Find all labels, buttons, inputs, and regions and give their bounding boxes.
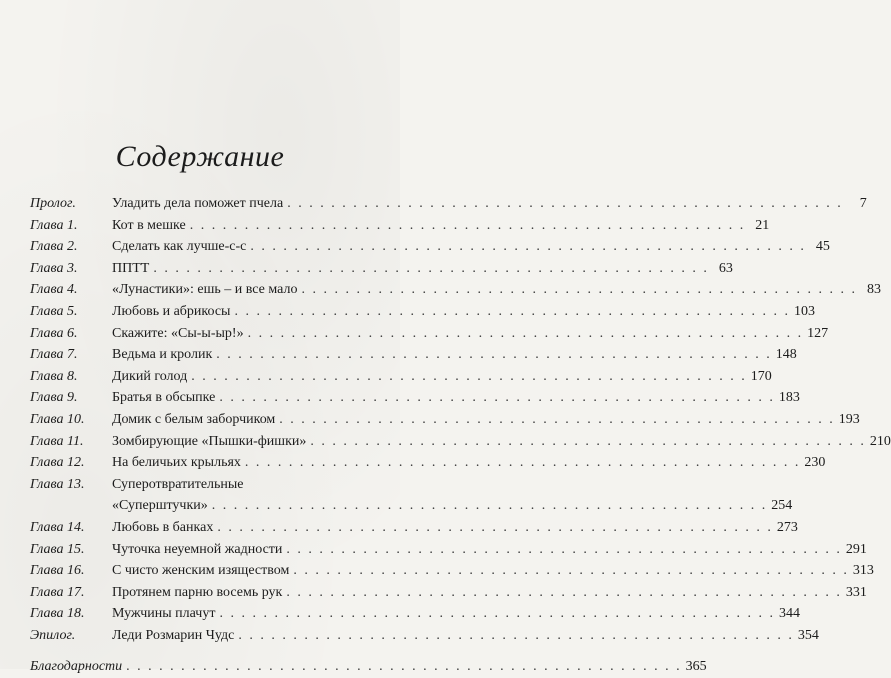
chapter-title: Суперотвратительные: [112, 476, 244, 492]
chapter-label: [30, 258, 112, 280]
chapter-number: 8.: [66, 368, 78, 384]
leader-dots: . . . . . . . . . . . . . . . . . . . . . . . . . . . . . . . . . . . . . . . . . . . . . . . . . . .: [191, 368, 747, 384]
chapter-number: 1.: [66, 217, 78, 233]
toc-entry: [30, 474, 374, 496]
chapter-label: [30, 409, 112, 431]
chapter-label: [30, 452, 112, 474]
leader-dots: . . . . . . . . . . . . . . . . . . . . . . . . . . . . . . . . . . . . . . . . . . . . . . . . . . .: [286, 541, 842, 557]
chapter-label-word: Глава: [30, 303, 64, 319]
page-number: 148: [775, 347, 797, 363]
leader-dots: . . . . . . . . . . . . . . . . . . . . . . . . . . . . . . . . . . . . . . . . . . . . . . . . . . .: [279, 411, 835, 427]
chapter-title: Сделать как лучше-с-с: [112, 239, 247, 255]
chapter-label: [30, 366, 112, 388]
chapter-title: Мужчины плачут: [112, 606, 216, 622]
chapter-label-word: Глава: [30, 455, 64, 471]
chapter-title: «Лунастики»: ешь – и все мало: [112, 282, 298, 298]
chapter-label-word: Глава: [30, 347, 64, 363]
chapter-label: [30, 236, 112, 258]
chapter-number: 16.: [66, 563, 85, 579]
leader-dots: . . . . . . . . . . . . . . . . . . . . . . . . . . . . . . . . . . . . . . . . . . . . . . . . . . .: [217, 519, 773, 535]
page-number: 45: [815, 239, 830, 255]
chapter-label-word: Глава: [30, 541, 64, 557]
chapter-label: [30, 344, 112, 366]
chapter-label-word: Глава: [30, 411, 64, 427]
toc-entry: [30, 344, 797, 366]
chapter-label-word: Глава: [30, 433, 64, 449]
page-number: 7: [859, 196, 867, 211]
toc-entry: [30, 409, 860, 431]
chapter-number: 14.: [66, 519, 85, 535]
page-number: 210: [869, 433, 891, 449]
chapter-title: Дикий голод: [112, 368, 188, 384]
page-number: 83: [866, 282, 881, 298]
chapter-label-word: Глава: [30, 282, 64, 298]
page-number: 354: [797, 627, 819, 643]
chapter-number: 10.: [66, 411, 85, 427]
toc-entry: [30, 582, 867, 604]
toc-entry: [30, 452, 826, 474]
toc-entry: [30, 301, 815, 323]
chapter-number: 5.: [66, 303, 78, 319]
chapter-label-word: Глава: [30, 325, 64, 341]
chapter-number: 17.: [66, 584, 85, 600]
chapter-label-word: Глава: [30, 217, 64, 233]
toc-entry-continuation: [30, 495, 793, 517]
chapter-label: [30, 193, 112, 215]
chapter-title: Леди Розмарин Чудс: [112, 627, 235, 643]
chapter-label: [30, 323, 112, 345]
chapter-title: Любовь и абрикосы: [112, 303, 231, 319]
chapter-label-word: Глава: [30, 606, 64, 622]
chapter-title: На беличьих крыльях: [112, 455, 241, 471]
toc-entry: [30, 279, 881, 301]
leader-dots: . . . . . . . . . . . . . . . . . . . . . . . . . . . . . . . . . . . . . . . . . . . . . . . . . . .: [293, 563, 849, 579]
toc-entry: [30, 517, 798, 539]
page-number: 291: [845, 541, 867, 557]
chapter-number: 7.: [66, 347, 78, 363]
chapter-title: Кот в мешке: [112, 217, 186, 233]
chapter-label: [30, 387, 112, 409]
chapter-label-word: Глава: [30, 563, 64, 579]
chapter-label-word: Пролог.: [30, 196, 76, 211]
page-number: 313: [852, 563, 874, 579]
leader-dots: . . . . . . . . . . . . . . . . . . . . . . . . . . . . . . . . . . . . . . . . . . . . . . . . . . .: [310, 433, 866, 449]
chapter-number: 12.: [66, 455, 85, 471]
chapter-number: 4.: [66, 282, 78, 298]
chapter-label: [30, 517, 112, 539]
leader-dots: . . . . . . . . . . . . . . . . . . . . . . . . . . . . . . . . . . . . . . . . . . . . . . . . . . .: [234, 303, 790, 319]
leader-dots: . . . . . . . . . . . . . . . . . . . . . . . . . . . . . . . . . . . . . . . . . . . . . . . . . . .: [219, 390, 775, 406]
page-number: 273: [776, 519, 798, 535]
toc-entry-thanks: [30, 656, 707, 678]
chapter-label: [30, 431, 112, 453]
leader-dots: . . . . . . . . . . . . . . . . . . . . . . . . . . . . . . . . . . . . . . . . . . . . . . . . . . .: [153, 260, 709, 276]
chapter-label: [30, 582, 112, 604]
leader-dots: . . . . . . . . . . . . . . . . . . . . . . . . . . . . . . . . . . . . . . . . . . . . . . . . . . .: [250, 239, 806, 255]
leader-dots: . . . . . . . . . . . . . . . . . . . . . . . . . . . . . . . . . . . . . . . . . . . . . . . . . . .: [126, 659, 682, 675]
chapter-title: Любовь в банках: [112, 519, 214, 535]
toc-entry: [30, 258, 733, 280]
chapter-title: Ведьма и кролик: [112, 347, 213, 363]
chapter-title: Домик с белым заборчиком: [112, 411, 276, 427]
chapter-label: [30, 539, 112, 561]
chapter-label-word: Глава: [30, 584, 64, 600]
leader-dots: . . . . . . . . . . . . . . . . . . . . . . . . . . . . . . . . . . . . . . . . . . . . . . . . . . .: [216, 347, 772, 363]
toc-entry: [30, 539, 867, 561]
leader-dots: . . . . . . . . . . . . . . . . . . . . . . . . . . . . . . . . . . . . . . . . . . . . . . . . . . .: [189, 217, 746, 233]
chapter-label: [30, 215, 112, 237]
leader-dots: . . . . . . . . . . . . . . . . . . . . . . . . . . . . . . . . . . . . . . . . . . . . . . . . . . .: [211, 498, 768, 514]
table-of-contents: [30, 193, 891, 678]
chapter-title-line2: «Суперштучки»: [112, 498, 208, 514]
toc-entry: [30, 215, 770, 237]
chapter-label: [30, 474, 112, 496]
toc-entry: [30, 431, 891, 453]
page-number: 127: [807, 325, 829, 341]
chapter-label-word: Глава: [30, 239, 64, 255]
leader-dots: . . . . . . . . . . . . . . . . . . . . . . . . . . . . . . . . . . . . . . . . . . . . . . . . . . .: [301, 282, 857, 298]
page-number: 254: [771, 498, 793, 514]
chapter-label: [30, 301, 112, 323]
leader-dots: . . . . . . . . . . . . . . . . . . . . . . . . . . . . . . . . . . . . . . . . . . . . . . . . . . .: [286, 584, 842, 600]
chapter-number: 6.: [66, 325, 78, 341]
toc-entry: [30, 387, 800, 409]
chapter-number: 13.: [66, 476, 85, 492]
leader-dots: . . . . . . . . . . . . . . . . . . . . . . . . . . . . . . . . . . . . . . . . . . . . . . . . . . .: [238, 627, 794, 643]
chapter-label-word: Глава: [30, 519, 64, 535]
page-number: 183: [778, 390, 800, 406]
chapter-label: [30, 603, 112, 625]
toc-entry: [30, 625, 819, 647]
chapter-label: [30, 560, 112, 582]
chapter-number: 3.: [66, 260, 78, 276]
toc-entry: [30, 560, 874, 582]
page-number: 193: [838, 411, 860, 427]
acknowledgements-title: Благодарности: [30, 659, 123, 675]
chapter-number: 15.: [66, 541, 85, 557]
chapter-number: 18.: [66, 606, 85, 622]
chapter-title: Зомбирующие «Пышки-фишки»: [112, 433, 307, 449]
chapter-title: ППТТ: [112, 260, 150, 276]
toc-entry: [30, 323, 829, 345]
page-number: 331: [845, 584, 867, 600]
toc-entry: [30, 236, 830, 258]
chapter-label: [30, 279, 112, 301]
chapter-number: 2.: [66, 239, 78, 255]
chapter-label-word: Глава: [30, 260, 64, 276]
chapter-number: 9.: [66, 390, 78, 406]
page-number: 21: [755, 217, 770, 233]
page-number: 365: [685, 659, 707, 675]
chapter-label-word: Глава: [30, 390, 64, 406]
toc-entry: [30, 366, 772, 388]
chapter-label-word: Глава: [30, 368, 64, 384]
page-number: 63: [718, 260, 733, 276]
leader-dots: . . . . . . . . . . . . . . . . . . . . . . . . . . . . . . . . . . . . . . . . . . . . . . . . . . .: [247, 325, 804, 341]
chapter-title: С чисто женским изяществом: [112, 563, 290, 579]
page-number: 230: [804, 455, 826, 471]
chapter-number: 11.: [66, 433, 84, 449]
leader-dots: . . . . . . . . . . . . . . . . . . . . . . . . . . . . . . . . . . . . . . . . . . . . . . . . . . .: [287, 196, 843, 211]
leader-dots: . . . . . . . . . . . . . . . . . . . . . . . . . . . . . . . . . . . . . . . . . . . . . . . . . . .: [219, 606, 775, 622]
chapter-title: Уладить дела поможет пчела: [112, 196, 284, 211]
toc-entry: [30, 603, 800, 625]
page-number: 103: [793, 303, 815, 319]
toc-entry: [30, 193, 867, 215]
chapter-label-word: Эпилог.: [30, 627, 76, 643]
section-gap: [30, 646, 374, 656]
leader-dots: . . . . . . . . . . . . . . . . . . . . . . . . . . . . . . . . . . . . . . . . . . . . . . . . . . .: [244, 455, 801, 471]
chapter-title: Протянем парню восемь рук: [112, 584, 283, 600]
chapter-title: Чуточка неуемной жадности: [112, 541, 283, 557]
page-number: 344: [778, 606, 800, 622]
chapter-title: Скажите: «Сы-ы-ыр!»: [112, 325, 244, 341]
page-title: Содержание: [115, 140, 285, 173]
chapter-title: Братья в обсыпке: [112, 390, 216, 406]
chapter-label: [30, 625, 112, 647]
chapter-label-word: Глава: [30, 476, 64, 492]
page-number: 170: [750, 368, 772, 384]
